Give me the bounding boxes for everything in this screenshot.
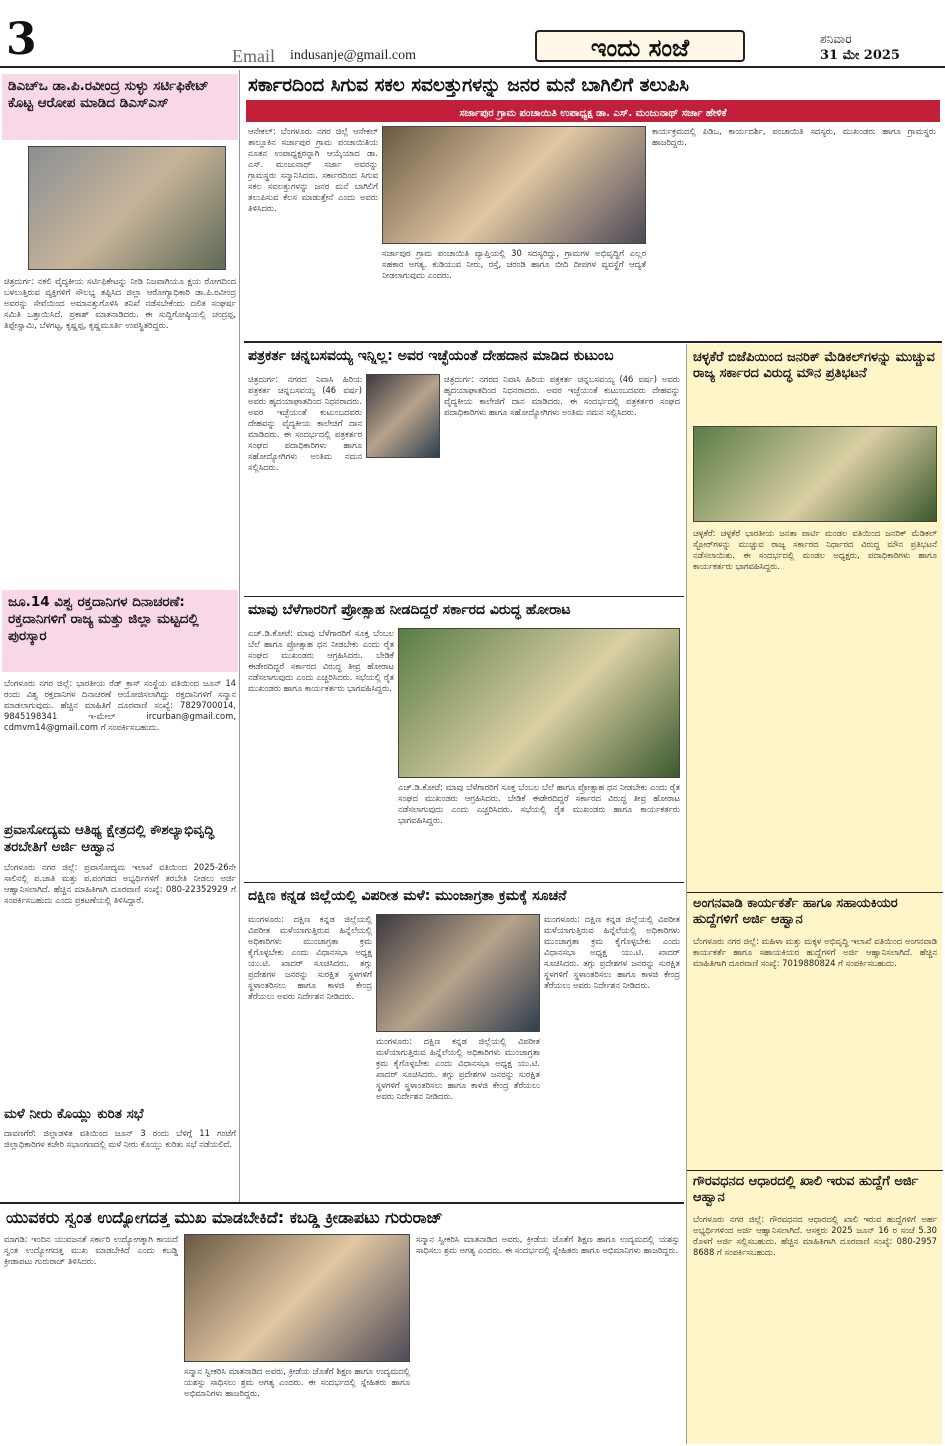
- article-rainwater-body: ದಾವಣಗೆರೆ: ಜಿಲ್ಲಾಡಳಿತ ವತಿಯಿಂದ ಜೂನ್ 3 ರಂದು ಬೆಳಿಗ್ಗೆ 11 ಗಂಟೆಗೆ ಜಿಲ್ಲಾಧಿಕಾರಿಗಳ ಕಚೇರಿ ಸಭಾಂಗಣದಲ್ಲಿ ಮಳೆ ನೀರು ಕೊಯ್ಲು ಕುರಿತು ಸಭೆ ನಡೆಯಲಿದೆ.: [4, 1128, 236, 1149]
- article-rain-body-a: ಮಂಗಳೂರು: ದಕ್ಷಿಣ ಕನ್ನಡ ಜಿಲ್ಲೆಯಲ್ಲಿ ವಿಪರೀತ ಮಳೆಯಾಗುತ್ತಿರುವ ಹಿನ್ನೆಲೆಯಲ್ಲಿ ಅಧಿಕಾರಿಗಳು ಮುಂಜಾಗ್ರತಾ ಕ್ರಮ ಕೈಗೊಳ್ಳಬೇಕು ಎಂದು ವಿಧಾನಸಭಾ ಅಧ್ಯಕ್ಷ ಯು.ಟಿ. ಖಾದರ್ ಸೂಚಿಸಿದರು. ತಗ್ಗು ಪ್ರದೇಶಗಳ ಜನರನ್ನು ಸುರಕ್ಷಿತ ಸ್ಥಳಗಳಿಗೆ ಸ್ಥಳಾಂತರಿಸಲು ಹಾಗೂ ಕಾಳಜಿ ಕೇಂದ್ರ ತೆರೆಯಲು ಅವರು ನಿರ್ದೇಶನ ನೀಡಿದರು.: [248, 914, 372, 1001]
- article-generic-medical-photo: [693, 426, 937, 522]
- bottom-story-body-c: ಸನ್ಮಾನ ಸ್ವೀಕರಿಸಿ ಮಾತನಾಡಿದ ಅವರು, ಕ್ರೀಡೆಯ ಜೊತೆಗೆ ಶಿಕ್ಷಣ ಹಾಗೂ ಉದ್ಯಮದಲ್ಲಿ ಯಶಸ್ಸು ಸಾಧಿಸಲು ಶ್ರಮ ಅಗತ್ಯ ಎಂದರು. ಈ ಸಂದರ್ಭದಲ್ಲಿ ಸ್ನೇಹಿತರು ಹಾಗೂ ಅಭಿಮಾನಿಗಳು ಹಾಜರಿದ್ದರು.: [416, 1234, 680, 1255]
- article-journalist-body-a: ಚಿತ್ರದುರ್ಗ: ನಗರದ ನಿವಾಸಿ ಹಿರಿಯ ಪತ್ರಕರ್ತ ಚನ್ನಬಸವಯ್ಯ (46 ವರ್ಷ) ಅವರು ಹೃದಯಾಘಾತದಿಂದ ನಿಧನರಾದರು. ಅವರ ಇಚ್ಛೆಯಂತೆ ಕುಟುಂಬದವರು ದೇಹವನ್ನು ವೈದ್ಯಕೀಯ ಕಾಲೇಜಿಗೆ ದಾನ ಮಾಡಿದರು. ಈ ಸಂದರ್ಭದಲ್ಲಿ ಪತ್ರಕರ್ತರ ಸಂಘದ ಪದಾಧಿಕಾರಿಗಳು ಹಾಗೂ ಸಹೋದ್ಯೋಗಿಗಳು ಅಂತಿಮ ನಮನ ಸಲ್ಲಿಸಿದರು.: [248, 374, 362, 472]
- article-anganwadi-body: ಬೆಂಗಳೂರು ನಗರ ಜಿಲ್ಲೆ: ಮಹಿಳಾ ಮತ್ತು ಮಕ್ಕಳ ಅಭಿವೃದ್ಧಿ ಇಲಾಖೆ ವತಿಯಿಂದ ಅಂಗನವಾಡಿ ಕಾರ್ಯಕರ್ತೆ ಹಾಗೂ ಸಹಾಯಕಿಯರ ಹುದ್ದೆಗಳಿಗೆ ಅರ್ಜಿ ಆಹ್ವಾನಿಸಲಾಗಿದೆ. ಹೆಚ್ಚಿನ ಮಾಹಿತಿಗಾಗಿ ದೂರವಾಣಿ ಸಂಖ್ಯೆ: 7019880824 ಗೆ ಸಂಪರ್ಕಿಸಬಹುದು.: [693, 936, 937, 968]
- email-label: Email: [232, 46, 275, 66]
- page-header: [0, 0, 945, 68]
- masthead-logo: [535, 30, 745, 62]
- top-story: [244, 70, 942, 340]
- article-mango-body-b: ಎಚ್.ಡಿ.ಕೋಟೆ: ಮಾವು ಬೆಳೆಗಾರರಿಗೆ ಸೂಕ್ತ ಬೆಂಬಲ ಬೆಲೆ ಹಾಗೂ ಪ್ರೋತ್ಸಾಹ ಧನ ನೀಡಬೇಕು ಎಂದು ರೈತ ಸಂಘದ ಮುಖಂಡರು ಆಗ್ರಹಿಸಿದರು. ಬೇಡಿಕೆ ಈಡೇರದಿದ್ದರೆ ಸರ್ಕಾರದ ವಿರುದ್ಧ ತೀವ್ರ ಹೋರಾಟ ನಡೆಸಲಾಗುವುದು ಎಂದು ಎಚ್ಚರಿಸಿದರು. ಸಭೆಯಲ್ಲಿ ರೈತ ಮುಖಂಡರು ಹಾಗೂ ಕಾರ್ಯಕರ್ತರು ಭಾಗವಹಿಸಿದ್ದರು.: [398, 782, 680, 825]
- bottom-story-body-a: ಮಾಗಡಿ: ಇಂದಿನ ಯುವಜನತೆ ಸರ್ಕಾರಿ ಉದ್ಯೋಗಕ್ಕಾಗಿ ಕಾಯದೆ ಸ್ವಂತ ಉದ್ಯೋಗದತ್ತ ಮುಖ ಮಾಡಬೇಕಿದೆ ಎಂದು ಕಬಡ್ಡಿ ಕ್ರೀಡಾಪಟು ಗುರುರಾಜ್ ತಿಳಿಸಿದರು.: [4, 1234, 178, 1266]
- article-honorarium-body: ಬೆಂಗಳೂರು ನಗರ ಜಿಲ್ಲೆ: ಗೌರವಧನದ ಆಧಾರದಲ್ಲಿ ಖಾಲಿ ಇರುವ ಹುದ್ದೆಗಳಿಗೆ ಅರ್ಹ ಅಭ್ಯರ್ಥಿಗಳಿಂದ ಅರ್ಜಿ ಆಹ್ವಾನಿಸಲಾಗಿದೆ. ಆಸಕ್ತರು 2025 ಜೂನ್ 16 ರ ಸಂಜೆ 5.30 ರೊಳಗೆ ಅರ್ಜಿ ಸಲ್ಲಿಸಬಹುದು. ಹೆಚ್ಚಿನ ಮಾಹಿತಿಗಾಗಿ ದೂರವಾಣಿ ಸಂಖ್ಯೆ: 080-2957 8688 ಗೆ ಸಂಪರ್ಕಿಸಬಹುದು.: [693, 1214, 937, 1257]
- article-anganwadi-title: ಅಂಗನವಾಡಿ ಕಾರ್ಯಕರ್ತೆ ಹಾಗೂ ಸಹಾಯಕಿಯರ ಹುದ್ದೆಗಳಿಗೆ ಅರ್ಜಿ ಆಹ್ವಾನ: [693, 896, 898, 928]
- article-generic-medical-body: ಚಳ್ಳಕೆರೆ: ಚಳ್ಳಕೆರೆ ಭಾರತೀಯ ಜನತಾ ಪಾರ್ಟಿ ಮಂಡಲ ವತಿಯಿಂದ ಜನರಿಕ್ ಮೆಡಿಕಲ್ ಸ್ಟೋರ್‌ಗಳನ್ನು ಮುಚ್ಚುವ ರಾಜ್ಯ ಸರ್ಕಾರದ ನಿರ್ಧಾರದ ವಿರುದ್ಧ ಮೌನ ಪ್ರತಿಭಟನೆ ನಡೆಸಲಾಯಿತು. ಈ ಸಂದರ್ಭದಲ್ಲಿ ಮಂಡಲ ಅಧ್ಯಕ್ಷರು, ಪದಾಧಿಕಾರಿಗಳು ಹಾಗೂ ಕಾರ್ಯಕರ್ತರು ಭಾಗವಹಿಸಿದ್ದರು.: [693, 528, 937, 571]
- right-column: [686, 344, 942, 1444]
- bottom-story-body-b: ಸನ್ಮಾನ ಸ್ವೀಕರಿಸಿ ಮಾತನಾಡಿದ ಅವರು, ಕ್ರೀಡೆಯ ಜೊತೆಗೆ ಶಿಕ್ಷಣ ಹಾಗೂ ಉದ್ಯಮದಲ್ಲಿ ಯಶಸ್ಸು ಸಾಧಿಸಲು ಶ್ರಮ ಅಗತ್ಯ ಎಂದರು. ಈ ಸಂದರ್ಭದಲ್ಲಿ ಸ್ನೇಹಿತರು ಹಾಗೂ ಅಭಿಮಾನಿಗಳು ಹಾಜರಿದ್ದರು.: [184, 1366, 410, 1398]
- article-dho-photo: [28, 146, 226, 270]
- article-blood-body: ಬೆಂಗಳೂರು ನಗರ ಜಿಲ್ಲೆ: ಭಾರತೀಯ ರೆಡ್ ಕ್ರಾಸ್ ಸಂಸ್ಥೆಯ ವತಿಯಿಂದ ಜೂನ್ 14 ರಂದು ವಿಶ್ವ ರಕ್ತದಾನಿಗಳ ದಿನಾಚರಣೆ ಆಯೋಜಿಸಲಾಗಿದ್ದು ರಕ್ತದಾನಿಗಳಿಗೆ ಸನ್ಮಾನ ಮಾಡಲಾಗುವುದು. ಹೆಚ್ಚಿನ ಮಾಹಿತಿಗೆ ದೂರವಾಣಿ ಸಂಖ್ಯೆ: 7829700014, 9845198341 ಇ-ಮೇಲ್ ircurban@gmail.com, cdmvm14@gmail.com ಗೆ ಸಂಪರ್ಕಿಸಬಹುದು.: [4, 678, 236, 732]
- divider: [244, 882, 684, 883]
- divider: [244, 341, 942, 343]
- article-mango-title: ಮಾವು ಬೆಳೆಗಾರರಿಗೆ ಪ್ರೋತ್ಸಾಹ ನೀಡದಿದ್ದರೆ ಸರ್ಕಾರದ ವಿರುದ್ಧ ಹೋರಾಟ: [248, 602, 571, 618]
- article-blood-box: [2, 590, 238, 672]
- top-story-subtitle-bar: [246, 100, 940, 122]
- bottom-story-photo: [184, 1234, 410, 1362]
- bottom-story: [0, 1202, 684, 1444]
- bottom-story-title: ಯುವಕರು ಸ್ವಂತ ಉದ್ಯೋಗದತ್ತ ಮುಖ ಮಾಡಬೇಕಿದೆ: ಕಬಡ್ಡಿ ಕ್ರೀಡಾಪಟು ಗುರುರಾಜ್: [6, 1208, 443, 1227]
- top-story-body-a: ಆನೇಕಲ್: ಬೆಂಗಳೂರು ನಗರ ಜಿಲ್ಲೆ ಆನೇಕಲ್ ತಾಲ್ಲೂಕಿನ ಸರ್ಜಾಪುರ ಗ್ರಾಮ ಪಂಚಾಯಿತಿಯ ನೂತನ ಉಪಾಧ್ಯಕ್ಷರನ್ನಾಗಿ ಆಯ್ಕೆಯಾದ ಡಾ. ಎಸ್. ಮಂಜುನಾಥ್ ಸರ್ಜಾ ಅವರನ್ನು ಗ್ರಾಮಸ್ಥರು ಸನ್ಮಾನಿಸಿದರು. ಸರ್ಕಾರದಿಂದ ಸಿಗುವ ಸಕಲ ಸವಲತ್ತುಗಳನ್ನು ಜನರ ಮನೆ ಬಾಗಿಲಿಗೆ ತಲುಪಿಸುವ ಕೆಲಸ ಮಾಡುತ್ತೇನೆ ಎಂದು ಅವರು ತಿಳಿಸಿದರು.: [248, 126, 378, 213]
- top-story-body-b: ಸರ್ಜಾಪುರ ಗ್ರಾಮ ಪಂಚಾಯಿತಿ ವ್ಯಾಪ್ತಿಯಲ್ಲಿ 30 ಸದಸ್ಯರಿದ್ದು, ಗ್ರಾಮಗಳ ಅಭಿವೃದ್ಧಿಗೆ ಎಲ್ಲರ ಸಹಕಾರ ಅಗತ್ಯ. ಕುಡಿಯುವ ನೀರು, ರಸ್ತೆ, ಚರಂಡಿ ಹಾಗೂ ಬೀದಿ ದೀಪಗಳ ವ್ಯವಸ್ಥೆಗೆ ಆದ್ಯತೆ ನೀಡಲಾಗುವುದು ಎಂದರು.: [382, 248, 646, 280]
- masthead-text: ಇಂದು ಸಂಜೆ: [590, 34, 690, 62]
- article-rain-photo: [376, 914, 540, 1032]
- issue-date: 31 ಮೇ 2025: [820, 48, 900, 63]
- divider: [687, 1170, 943, 1171]
- article-tourism-body: ಬೆಂಗಳೂರು ನಗರ ಜಿಲ್ಲೆ: ಪ್ರವಾಸೋದ್ಯಮ ಇಲಾಖೆ ವತಿಯಿಂದ 2025-26ನೇ ಸಾಲಿನಲ್ಲಿ ಪ.ಜಾತಿ ಮತ್ತು ಪ.ಪಂಗಡದ ಅಭ್ಯರ್ಥಿಗಳಿಗೆ ತರಬೇತಿ ನೀಡಲು ಅರ್ಜಿ ಆಹ್ವಾನಿಸಲಾಗಿದೆ. ಹೆಚ್ಚಿನ ಮಾಹಿತಿಗಾಗಿ ದೂರವಾಣಿ ಸಂಖ್ಯೆ: 080-22352929 ಗೆ ಸಂಪರ್ಕಿಸಬಹುದು ಎಂದು ಪ್ರಕಟಣೆಯಲ್ಲಿ ತಿಳಿಸಿದ್ದಾರೆ.: [4, 862, 236, 905]
- article-dho-body: ಚಿತ್ರದುರ್ಗ: ನಕಲಿ ವೈದ್ಯಕೀಯ ಸರ್ಟಿಫಿಕೇಟನ್ನು ನೀಡಿ ನಿಜವಾಗಿಯೂ ಕ್ಷಯ ರೋಗದಿಂದ ಬಳಲುತ್ತಿರುವ ವ್ಯಕ್ತಿಗಳಿಗೆ ಸೌಲಭ್ಯ ತಪ್ಪಿಸಿದ ಜಿಲ್ಲಾ ಆರೋಗ್ಯಾಧಿಕಾರಿ ಡಾ.ಪಿ.ರವೀಂದ್ರ ಅವರನ್ನು ಸೇವೆಯಿಂದ ಅಮಾನತ್ತುಗೊಳಿಸಿ ತನಿಖೆ ನಡೆಸಬೇಕೆಂದು ದಲಿತ ಸಂಘರ್ಷ ಸಮಿತಿ ಒತ್ತಾಯಿಸಿದೆ. ಪ್ರಕಾಶ್ ಮಾತನಾಡಿದರು. ಈ ಸುದ್ದಿಗೋಷ್ಠಿಯಲ್ಲಿ ಚಂದ್ರಪ್ಪ, ತಿಪ್ಪೇಸ್ವಾಮಿ, ಬೆಳಗಟ್ಟ, ಕೃಷ್ಣಪ್ಪ, ಕೃಷ್ಣಮೂರ್ತಿ ಉಪಸ್ಥಿತರಿದ್ದರು.: [4, 276, 236, 330]
- top-story-body-c: ಕಾರ್ಯಕ್ರಮದಲ್ಲಿ ಪಿಡಿಒ, ಕಾರ್ಯದರ್ಶಿ, ಪಂಚಾಯಿತಿ ಸದಸ್ಯರು, ಮುಖಂಡರು ಹಾಗೂ ಗ್ರಾಮಸ್ಥರು ಹಾಜರಿದ್ದರು.: [652, 126, 936, 147]
- article-blood-title: ಜೂ.14 ವಿಶ್ವ ರಕ್ತದಾನಿಗಳ ದಿನಾಚರಣೆ: ರಕ್ತದಾನಿಗಳಿಗೆ ರಾಜ್ಯ ಮತ್ತು ಜಿಲ್ಲಾ ಮಟ್ಟದಲ್ಲಿ ಪುರಸ್ಕಾರ: [8, 594, 199, 644]
- article-rain-title: ದಕ್ಷಿಣ ಕನ್ನಡ ಜಿಲ್ಲೆಯಲ್ಲಿ ವಿಪರೀತ ಮಳೆ: ಮುಂಜಾಗ್ರತಾ ಕ್ರಮಕ್ಕೆ ಸೂಚನೆ: [248, 888, 567, 904]
- article-journalist-title: ಪತ್ರಕರ್ತ ಚನ್ನಬಸವಯ್ಯ ಇನ್ನಿಲ್ಲ: ಅವರ ಇಚ್ಛೆಯಂತೆ ದೇಹದಾನ ಮಾಡಿದ ಕುಟುಂಬ: [248, 348, 614, 364]
- email-value: indusanje@gmail.com: [290, 48, 417, 63]
- article-honorarium-title: ಗೌರವಧನದ ಆಧಾರದಲ್ಲಿ ಖಾಲಿ ಇರುವ ಹುದ್ದೆಗೆ ಅರ್ಜಿ ಆಹ್ವಾನ: [693, 1174, 919, 1206]
- article-mango-body: ಎಚ್.ಡಿ.ಕೋಟೆ: ಮಾವು ಬೆಳೆಗಾರರಿಗೆ ಸೂಕ್ತ ಬೆಂಬಲ ಬೆಲೆ ಹಾಗೂ ಪ್ರೋತ್ಸಾಹ ಧನ ನೀಡಬೇಕು ಎಂದು ರೈತ ಸಂಘದ ಮುಖಂಡರು ಆಗ್ರಹಿಸಿದರು. ಬೇಡಿಕೆ ಈಡೇರದಿದ್ದರೆ ಸರ್ಕಾರದ ವಿರುದ್ಧ ತೀವ್ರ ಹೋರಾಟ ನಡೆಸಲಾಗುವುದು ಎಂದು ಎಚ್ಚರಿಸಿದರು. ಸಭೆಯಲ್ಲಿ ರೈತ ಮುಖಂಡರು ಹಾಗೂ ಕಾರ್ಯಕರ್ತರು ಭಾಗವಹಿಸಿದ್ದರು.: [248, 628, 394, 693]
- middle-column: [244, 344, 684, 1202]
- top-story-photo: [382, 126, 646, 244]
- article-rainwater-title: ಮಳೆ ನೀರು ಕೊಯ್ಲು ಕುರಿತ ಸಭೆ: [4, 1106, 144, 1122]
- article-dho-box: [2, 74, 238, 140]
- article-journalist-photo: [366, 374, 440, 458]
- article-mango-photo: [398, 628, 680, 778]
- divider: [244, 596, 684, 597]
- top-story-subtitle: ಸರ್ಜಾಪುರ ಗ್ರಾಮ ಪಂಚಾಯಿತಿ ಉಪಾಧ್ಯಕ್ಷ ಡಾ. ಎಸ್. ಮಂಜುನಾಥ್ ಸರ್ಜಾ ಹೇಳಿಕೆ: [459, 108, 727, 119]
- article-rain-body-c: ಮಂಗಳೂರು: ದಕ್ಷಿಣ ಕನ್ನಡ ಜಿಲ್ಲೆಯಲ್ಲಿ ವಿಪರೀತ ಮಳೆಯಾಗುತ್ತಿರುವ ಹಿನ್ನೆಲೆಯಲ್ಲಿ ಅಧಿಕಾರಿಗಳು ಮುಂಜಾಗ್ರತಾ ಕ್ರಮ ಕೈಗೊಳ್ಳಬೇಕು ಎಂದು ವಿಧಾನಸಭಾ ಅಧ್ಯಕ್ಷ ಯು.ಟಿ. ಖಾದರ್ ಸೂಚಿಸಿದರು. ತಗ್ಗು ಪ್ರದೇಶಗಳ ಜನರನ್ನು ಸುರಕ್ಷಿತ ಸ್ಥಳಗಳಿಗೆ ಸ್ಥಳಾಂತರಿಸಲು ಹಾಗೂ ಕಾಳಜಿ ಕೇಂದ್ರ ತೆರೆಯಲು ಅವರು ನಿರ್ದೇಶನ ನೀಡಿದರು.: [544, 914, 680, 990]
- divider: [687, 892, 943, 893]
- article-tourism-title: ಪ್ರವಾಸೋದ್ಯಮ ಆತಿಥ್ಯ ಕ್ಷೇತ್ರದಲ್ಲಿ ಕೌಶಲ್ಯಾಭಿವೃದ್ಧಿ ತರಬೇತಿಗೆ ಅರ್ಜಿ ಆಹ್ವಾನ: [4, 822, 215, 855]
- article-rain-body-b: ಮಂಗಳೂರು: ದಕ್ಷಿಣ ಕನ್ನಡ ಜಿಲ್ಲೆಯಲ್ಲಿ ವಿಪರೀತ ಮಳೆಯಾಗುತ್ತಿರುವ ಹಿನ್ನೆಲೆಯಲ್ಲಿ ಅಧಿಕಾರಿಗಳು ಮುಂಜಾಗ್ರತಾ ಕ್ರಮ ಕೈಗೊಳ್ಳಬೇಕು ಎಂದು ವಿಧಾನಸಭಾ ಅಧ್ಯಕ್ಷ ಯು.ಟಿ. ಖಾದರ್ ಸೂಚಿಸಿದರು. ತಗ್ಗು ಪ್ರದೇಶಗಳ ಜನರನ್ನು ಸುರಕ್ಷಿತ ಸ್ಥಳಗಳಿಗೆ ಸ್ಥಳಾಂತರಿಸಲು ಹಾಗೂ ಕಾಳಜಿ ಕೇಂದ್ರ ತೆರೆಯಲು ಅವರು ನಿರ್ದೇಶನ ನೀಡಿದರು.: [376, 1036, 540, 1101]
- left-column: [0, 70, 240, 1202]
- issue-day: ಶನಿವಾರ: [820, 32, 852, 46]
- article-dho-title: ಡಿಎಚ್‌ಒ ಡಾ.ಪಿ.ರವೀಂದ್ರ ಸುಳ್ಳು ಸರ್ಟಿಫಿಕೇಟ್ ಕೊಟ್ಟ ಆರೋಪ ಮಾಡಿದ ಡಿಎಸ್‌ಎಸ್: [8, 78, 209, 111]
- top-story-title: ಸರ್ಕಾರದಿಂದ ಸಿಗುವ ಸಕಲ ಸವಲತ್ತುಗಳನ್ನು ಜನರ ಮನೆ ಬಾಗಿಲಿಗೆ ತಲುಪಿಸಿ: [248, 75, 689, 96]
- article-journalist-body-b: ಚಿತ್ರದುರ್ಗ: ನಗರದ ನಿವಾಸಿ ಹಿರಿಯ ಪತ್ರಕರ್ತ ಚನ್ನಬಸವಯ್ಯ (46 ವರ್ಷ) ಅವರು ಹೃದಯಾಘಾತದಿಂದ ನಿಧನರಾದರು. ಅವರ ಇಚ್ಛೆಯಂತೆ ಕುಟುಂಬದವರು ದೇಹವನ್ನು ವೈದ್ಯಕೀಯ ಕಾಲೇಜಿಗೆ ದಾನ ಮಾಡಿದರು. ಈ ಸಂದರ್ಭದಲ್ಲಿ ಪತ್ರಕರ್ತರ ಸಂಘದ ಪದಾಧಿಕಾರಿಗಳು ಹಾಗೂ ಸಹೋದ್ಯೋಗಿಗಳು ಅಂತಿಮ ನಮನ ಸಲ್ಲಿಸಿದರು.: [444, 374, 680, 417]
- page-number: 3: [6, 14, 37, 65]
- article-generic-medical-title: ಚಳ್ಳಕೆರೆ ಬಿಜೆಪಿಯಿಂದ ಜನರಿಕ್ ಮೆಡಿಕಲ್‌ಗಳನ್ನು ಮುಚ್ಚುವ ರಾಜ್ಯ ಸರ್ಕಾರದ ವಿರುದ್ಧ ಮೌನ ಪ್ರತಿಭಟನೆ: [693, 350, 935, 382]
